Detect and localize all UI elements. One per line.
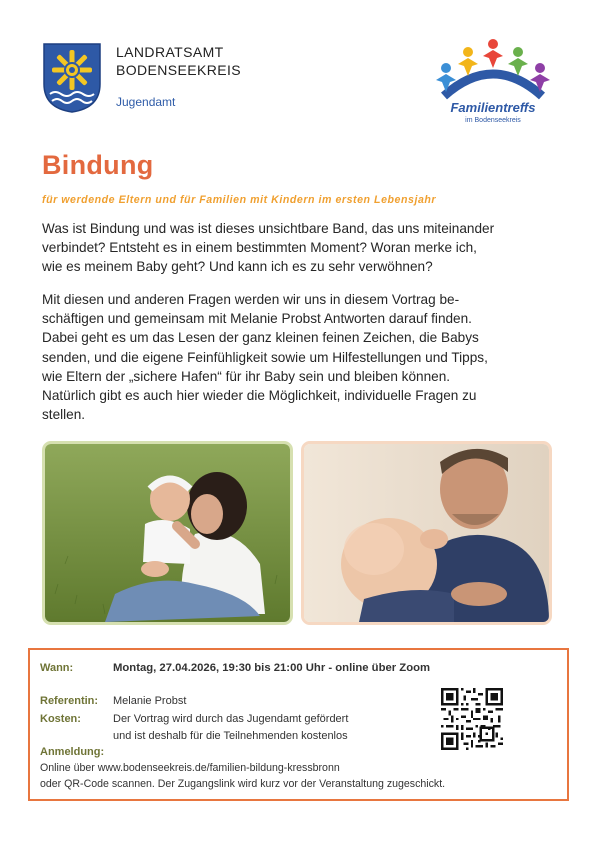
- registration-note: oder QR-Code scannen. Der Zugangslink wird kurz vor der Veranstaltung zugeschickt.: [40, 778, 446, 790]
- partner-logo-text2: im Bodenseekreis: [465, 117, 521, 124]
- page-subtitle: für werdende Eltern und für Familien mit Kindern im ersten Lebensjahr: [42, 194, 437, 206]
- when-value: Montag, 27.04.2026, 19:30 bis 21:00 Uhr - online über Zoom: [113, 662, 431, 674]
- text-line: wie es meinem Baby geht? Und kann ich es zu sehr verwöhnen?: [42, 259, 433, 275]
- text-line: wie Eltern der „sichere Hafen“ für ihr Baby sein und bleiben können.: [42, 368, 451, 384]
- page-title: Bindung: [42, 150, 154, 180]
- registration-label: Anmeldung:: [40, 746, 105, 758]
- org-name-line2: BODENSEEKREIS: [116, 62, 242, 78]
- photo-father-baby: [301, 441, 552, 625]
- registration-link-text[interactable]: Online über www.bodenseekreis.de/familien-bildung-kressbronn: [40, 762, 340, 774]
- familientreffs-logo: [430, 34, 556, 126]
- org-name-line1: LANDRATSAMT: [116, 44, 224, 60]
- text-line: stellen.: [42, 407, 86, 423]
- qr-code-icon[interactable]: [441, 688, 503, 750]
- partner-logo-text1: Familientreffs: [450, 100, 536, 115]
- text-line: senden, und die eigene Feinfühligkeit sowie um Hilfestellungen und Tipps,: [42, 349, 488, 365]
- text-line: Natürlich gibt es auch hier wieder die Möglichkeit, individuelle Fragen zu: [42, 388, 477, 404]
- when-label: Wann:: [40, 662, 74, 674]
- text-line: Dabei geht es um das Lesen der ganz kleinen feinen Zeichen, die Babys: [42, 330, 479, 346]
- cost-label: Kosten:: [40, 713, 81, 725]
- speaker-label: Referentin:: [40, 695, 99, 707]
- cost-text-line1: Der Vortrag wird durch das Jugendamt gefördert: [113, 713, 349, 725]
- cost-text-line2: und ist deshalb für die Teilnehmenden kostenlos: [113, 730, 348, 742]
- photo-mother-baby: [42, 441, 293, 625]
- description-paragraph: [42, 290, 554, 424]
- district-crest-logo: [42, 42, 102, 114]
- department-name: Jugendamt: [116, 95, 176, 109]
- text-line: schäftigen und gemeinsam mit Melanie Probst Antworten darauf finden.: [42, 311, 472, 327]
- speaker-value: Melanie Probst: [113, 695, 187, 707]
- text-line: verbindet? Entsteht es in einem bestimmten Moment? Woran merke ich,: [42, 240, 477, 256]
- text-line: Was ist Bindung und was ist dieses unsichtbare Band, das uns miteinander: [42, 221, 495, 236]
- text-line: Mit diesen und anderen Fragen werden wir uns in diesem Vortrag be-: [42, 292, 460, 307]
- intro-paragraph: [42, 219, 554, 277]
